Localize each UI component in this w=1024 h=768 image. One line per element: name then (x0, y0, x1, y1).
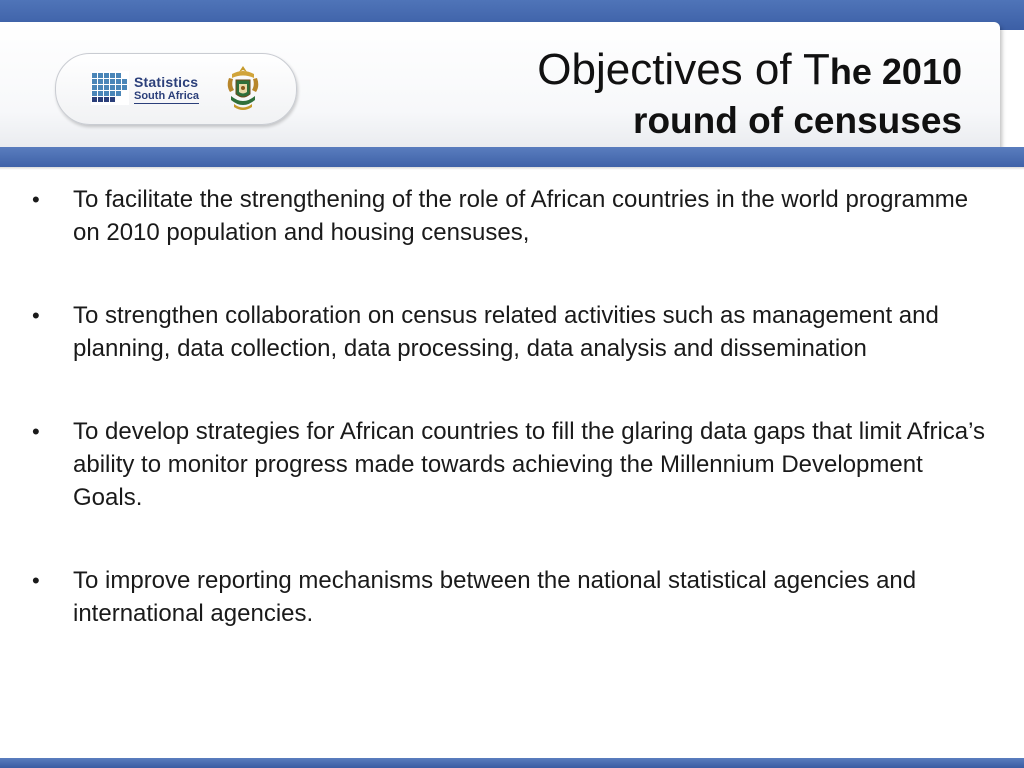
objective-text: To improve reporting mechanisms between the national statistical agencies and international agencies. (73, 567, 917, 627)
objective-text: To facilitate the strengthening of the role of African countries in the world programme on 2010 population and housing censuses, (73, 186, 969, 246)
coat-of-arms-icon (224, 64, 262, 114)
bullet-marker: • (32, 303, 40, 328)
objectives-list (32, 183, 992, 680)
objective-text: To develop strategies for African countries to fill the glaring data gaps that limit Africa’s ability to monitor progress made towards achieving the Millennium Development Goals. (73, 418, 986, 511)
title-line-2: round of censuses (633, 99, 962, 141)
logo-text-statistics: Statistics (134, 74, 199, 90)
bullet-marker: • (32, 568, 40, 593)
objective-item (32, 564, 992, 630)
stats-sa-logo-badge (55, 53, 297, 125)
bottom-footer-bar (0, 758, 1024, 768)
statistics-grid-logo-icon (91, 71, 129, 105)
header-divider-stripe (0, 147, 1024, 167)
title-part-regular: Objectives of T (537, 45, 830, 94)
objective-item (32, 415, 992, 514)
bullet-marker: • (32, 187, 40, 212)
objective-item (32, 299, 992, 365)
slide-title (537, 44, 962, 143)
objective-item (32, 183, 992, 249)
title-part-bold: he 2010 (829, 51, 962, 92)
logo-text-south-africa: South Africa (134, 90, 199, 102)
bullet-marker: • (32, 419, 40, 444)
objective-text: To strengthen collaboration on census related activities such as management and planning, data collection, data processing, data analysis and dissemination (73, 302, 939, 362)
